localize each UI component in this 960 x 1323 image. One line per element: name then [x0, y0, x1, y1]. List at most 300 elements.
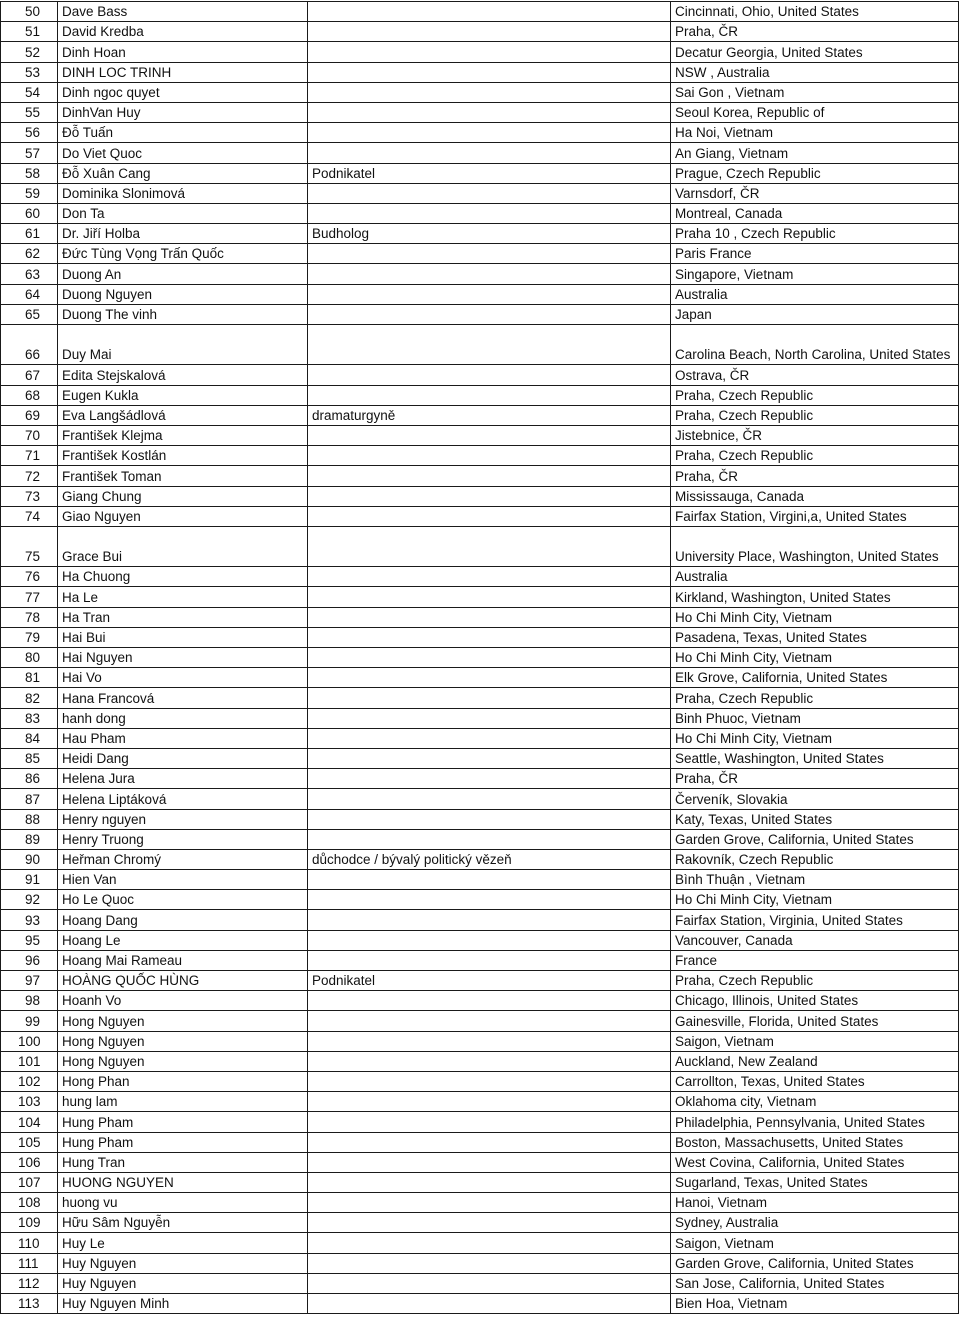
- table-row: [1, 143, 959, 163]
- table-row: [1, 304, 959, 324]
- row-number-cell: 60: [1, 203, 58, 223]
- name-cell: David Kredba: [58, 22, 308, 42]
- occupation-cell: [308, 910, 671, 930]
- row-number-cell: 58: [1, 163, 58, 183]
- row-number-cell: 106: [1, 1152, 58, 1172]
- name-cell: Dinh ngoc quyet: [58, 82, 308, 102]
- table-row: [1, 991, 959, 1011]
- occupation-cell: [308, 284, 671, 304]
- name-cell: HOÀNG QUỐC HÙNG: [58, 971, 308, 991]
- table-row: [1, 627, 959, 647]
- table-row: [1, 849, 959, 869]
- row-number-cell: 87: [1, 789, 58, 809]
- occupation-cell: [308, 143, 671, 163]
- table-row: [1, 607, 959, 627]
- location-cell: Mississauga, Canada: [671, 486, 959, 506]
- table-row: [1, 224, 959, 244]
- name-cell: František Kostlán: [58, 446, 308, 466]
- location-cell: Decatur Georgia, United States: [671, 42, 959, 62]
- name-cell: Helena Jura: [58, 769, 308, 789]
- name-cell: Hung Pham: [58, 1132, 308, 1152]
- name-cell: hanh dong: [58, 708, 308, 728]
- row-number-cell: 101: [1, 1051, 58, 1071]
- row-number-cell: 79: [1, 627, 58, 647]
- occupation-cell: Podnikatel: [308, 971, 671, 991]
- occupation-cell: [308, 930, 671, 950]
- row-number-cell: 100: [1, 1031, 58, 1051]
- name-cell: Eugen Kukla: [58, 385, 308, 405]
- location-cell: Rakovník, Czech Republic: [671, 849, 959, 869]
- table-row: [1, 183, 959, 203]
- row-number-cell: 69: [1, 405, 58, 425]
- occupation-cell: [308, 708, 671, 728]
- name-cell: Ha Le: [58, 587, 308, 607]
- name-cell: Duong Nguyen: [58, 284, 308, 304]
- name-cell: Helena Liptáková: [58, 789, 308, 809]
- table-row: [1, 1031, 959, 1051]
- location-cell: Praha, Czech Republic: [671, 446, 959, 466]
- table-row: [1, 1071, 959, 1091]
- name-cell: HUONG NGUYEN: [58, 1172, 308, 1192]
- row-number-cell: 109: [1, 1213, 58, 1233]
- location-cell: West Covina, California, United States: [671, 1152, 959, 1172]
- occupation-cell: [308, 203, 671, 223]
- table-row: [1, 567, 959, 587]
- name-cell: František Klejma: [58, 425, 308, 445]
- location-cell: Saigon, Vietnam: [671, 1233, 959, 1253]
- location-cell: Saigon, Vietnam: [671, 1031, 959, 1051]
- occupation-cell: [308, 365, 671, 385]
- location-cell: Japan: [671, 304, 959, 324]
- row-number-cell: 55: [1, 102, 58, 122]
- location-cell: Elk Grove, California, United States: [671, 668, 959, 688]
- table-row: [1, 2, 959, 22]
- name-cell: Ho Le Quoc: [58, 890, 308, 910]
- occupation-cell: [308, 1152, 671, 1172]
- location-cell: Kirkland, Washington, United States: [671, 587, 959, 607]
- occupation-cell: [308, 304, 671, 324]
- table-row: [1, 870, 959, 890]
- table-row: [1, 385, 959, 405]
- row-number-cell: 93: [1, 910, 58, 930]
- row-number-cell: 105: [1, 1132, 58, 1152]
- row-number-cell: 59: [1, 183, 58, 203]
- occupation-cell: [308, 123, 671, 143]
- location-cell: Sydney, Australia: [671, 1213, 959, 1233]
- location-cell: Carrollton, Texas, United States: [671, 1071, 959, 1091]
- occupation-cell: [308, 829, 671, 849]
- row-number-cell: 110: [1, 1233, 58, 1253]
- row-number-cell: 111: [1, 1253, 58, 1273]
- row-number-cell: 99: [1, 1011, 58, 1031]
- table-row: [1, 466, 959, 486]
- location-cell: Sugarland, Texas, United States: [671, 1172, 959, 1192]
- occupation-cell: [308, 486, 671, 506]
- name-cell: Hong Nguyen: [58, 1011, 308, 1031]
- location-cell: Montreal, Canada: [671, 203, 959, 223]
- occupation-cell: [308, 102, 671, 122]
- row-number-cell: 73: [1, 486, 58, 506]
- location-cell: Katy, Texas, United States: [671, 809, 959, 829]
- table-row: [1, 1273, 959, 1293]
- location-cell: Carolina Beach, North Carolina, United States: [671, 325, 959, 365]
- table-row: [1, 1152, 959, 1172]
- name-cell: Grace Bui: [58, 526, 308, 566]
- location-cell: Bien Hoa, Vietnam: [671, 1294, 959, 1314]
- name-cell: Ha Tran: [58, 607, 308, 627]
- location-cell: Praha, Czech Republic: [671, 405, 959, 425]
- name-cell: Huy Nguyen Minh: [58, 1294, 308, 1314]
- occupation-cell: [308, 82, 671, 102]
- occupation-cell: [308, 62, 671, 82]
- location-cell: Chicago, Illinois, United States: [671, 991, 959, 1011]
- table-row: [1, 728, 959, 748]
- table-row: [1, 1011, 959, 1031]
- row-number-cell: 50: [1, 2, 58, 22]
- row-number-cell: 53: [1, 62, 58, 82]
- name-cell: Huy Nguyen: [58, 1253, 308, 1273]
- occupation-cell: [308, 1213, 671, 1233]
- location-cell: NSW , Australia: [671, 62, 959, 82]
- location-cell: Praha, Czech Republic: [671, 688, 959, 708]
- occupation-cell: [308, 728, 671, 748]
- table-row: [1, 22, 959, 42]
- occupation-cell: [308, 890, 671, 910]
- table-row: [1, 950, 959, 970]
- occupation-cell: [308, 425, 671, 445]
- occupation-cell: [308, 506, 671, 526]
- location-cell: Gainesville, Florida, United States: [671, 1011, 959, 1031]
- row-number-cell: 113: [1, 1294, 58, 1314]
- table-row: [1, 102, 959, 122]
- table-row: [1, 1294, 959, 1314]
- row-number-cell: 89: [1, 829, 58, 849]
- occupation-cell: [308, 1294, 671, 1314]
- table-row: [1, 405, 959, 425]
- row-number-cell: 108: [1, 1193, 58, 1213]
- name-cell: Giao Nguyen: [58, 506, 308, 526]
- name-cell: Eva Langšádlová: [58, 405, 308, 425]
- name-cell: Hữu Sâm Nguyễn: [58, 1213, 308, 1233]
- location-cell: Australia: [671, 284, 959, 304]
- occupation-cell: [308, 688, 671, 708]
- row-number-cell: 86: [1, 769, 58, 789]
- occupation-cell: Podnikatel: [308, 163, 671, 183]
- table-row: [1, 163, 959, 183]
- location-cell: Praha, Czech Republic: [671, 385, 959, 405]
- occupation-cell: [308, 42, 671, 62]
- occupation-cell: [308, 1092, 671, 1112]
- occupation-cell: [308, 1132, 671, 1152]
- name-cell: Huy Nguyen: [58, 1273, 308, 1293]
- table-row: [1, 203, 959, 223]
- location-cell: Ho Chi Minh City, Vietnam: [671, 890, 959, 910]
- occupation-cell: [308, 1253, 671, 1273]
- occupation-cell: [308, 22, 671, 42]
- occupation-cell: [308, 991, 671, 1011]
- table-row: [1, 446, 959, 466]
- table-row: [1, 526, 959, 566]
- name-cell: Dave Bass: [58, 2, 308, 22]
- table-row: [1, 971, 959, 991]
- name-cell: Hong Nguyen: [58, 1031, 308, 1051]
- table-row: [1, 244, 959, 264]
- occupation-cell: [308, 1051, 671, 1071]
- occupation-cell: [308, 1193, 671, 1213]
- table-row: [1, 910, 959, 930]
- table-row: [1, 82, 959, 102]
- occupation-cell: [308, 668, 671, 688]
- occupation-cell: dramaturgyně: [308, 405, 671, 425]
- location-cell: Australia: [671, 567, 959, 587]
- row-number-cell: 84: [1, 728, 58, 748]
- location-cell: Singapore, Vietnam: [671, 264, 959, 284]
- location-cell: Ostrava, ČR: [671, 365, 959, 385]
- location-cell: Bình Thuận , Vietnam: [671, 870, 959, 890]
- name-cell: Heřman Chromý: [58, 849, 308, 869]
- signatory-table: [0, 1, 959, 1314]
- location-cell: Seattle, Washington, United States: [671, 748, 959, 768]
- table-row: [1, 1193, 959, 1213]
- name-cell: huong vu: [58, 1193, 308, 1213]
- name-cell: Don Ta: [58, 203, 308, 223]
- location-cell: Boston, Massachusetts, United States: [671, 1132, 959, 1152]
- location-cell: Cincinnati, Ohio, United States: [671, 2, 959, 22]
- row-number-cell: 80: [1, 648, 58, 668]
- name-cell: DINH LOC TRINH: [58, 62, 308, 82]
- table-row: [1, 62, 959, 82]
- name-cell: Hoanh Vo: [58, 991, 308, 1011]
- table-row: [1, 587, 959, 607]
- table-row: [1, 708, 959, 728]
- row-number-cell: 96: [1, 950, 58, 970]
- row-number-cell: 70: [1, 425, 58, 445]
- location-cell: Pasadena, Texas, United States: [671, 627, 959, 647]
- location-cell: Praha, Czech Republic: [671, 971, 959, 991]
- location-cell: Hanoi, Vietnam: [671, 1193, 959, 1213]
- location-cell: Fairfax Station, Virgini,a, United States: [671, 506, 959, 526]
- occupation-cell: [308, 1071, 671, 1091]
- occupation-cell: [308, 1233, 671, 1253]
- table-row: [1, 1092, 959, 1112]
- row-number-cell: 51: [1, 22, 58, 42]
- occupation-cell: [308, 1031, 671, 1051]
- row-number-cell: 76: [1, 567, 58, 587]
- location-cell: Praha, ČR: [671, 466, 959, 486]
- occupation-cell: [308, 385, 671, 405]
- row-number-cell: 71: [1, 446, 58, 466]
- occupation-cell: [308, 607, 671, 627]
- name-cell: Heidi Dang: [58, 748, 308, 768]
- row-number-cell: 72: [1, 466, 58, 486]
- location-cell: Ho Chi Minh City, Vietnam: [671, 648, 959, 668]
- occupation-cell: důchodce / bývalý politický vězeň: [308, 849, 671, 869]
- table-row: [1, 1213, 959, 1233]
- name-cell: Ha Chuong: [58, 567, 308, 587]
- row-number-cell: 66: [1, 325, 58, 365]
- name-cell: Đỗ Xuân Cang: [58, 163, 308, 183]
- table-row: [1, 930, 959, 950]
- name-cell: Hau Pham: [58, 728, 308, 748]
- name-cell: František Toman: [58, 466, 308, 486]
- name-cell: Huy Le: [58, 1233, 308, 1253]
- occupation-cell: [308, 1112, 671, 1132]
- occupation-cell: [308, 748, 671, 768]
- table-row: [1, 1233, 959, 1253]
- location-cell: Garden Grove, California, United States: [671, 1253, 959, 1273]
- name-cell: Giang Chung: [58, 486, 308, 506]
- table-row: [1, 1253, 959, 1273]
- location-cell: Praha, ČR: [671, 22, 959, 42]
- occupation-cell: [308, 466, 671, 486]
- occupation-cell: [308, 567, 671, 587]
- row-number-cell: 83: [1, 708, 58, 728]
- name-cell: Đức Tùng Vọng Trấn Quốc: [58, 244, 308, 264]
- row-number-cell: 88: [1, 809, 58, 829]
- row-number-cell: 77: [1, 587, 58, 607]
- name-cell: Dominika Slonimová: [58, 183, 308, 203]
- table-row: [1, 486, 959, 506]
- occupation-cell: [308, 526, 671, 566]
- location-cell: Varnsdorf, ČR: [671, 183, 959, 203]
- table-row: [1, 748, 959, 768]
- name-cell: Hai Nguyen: [58, 648, 308, 668]
- name-cell: Dinh Hoan: [58, 42, 308, 62]
- table-row: [1, 1051, 959, 1071]
- location-cell: Ho Chi Minh City, Vietnam: [671, 728, 959, 748]
- table-row: [1, 668, 959, 688]
- name-cell: Edita Stejskalová: [58, 365, 308, 385]
- row-number-cell: 82: [1, 688, 58, 708]
- location-cell: Philadelphia, Pennsylvania, United States: [671, 1112, 959, 1132]
- name-cell: Hana Francová: [58, 688, 308, 708]
- location-cell: Vancouver, Canada: [671, 930, 959, 950]
- name-cell: Duong The vinh: [58, 304, 308, 324]
- name-cell: Hoang Le: [58, 930, 308, 950]
- table-row: [1, 123, 959, 143]
- row-number-cell: 85: [1, 748, 58, 768]
- row-number-cell: 95: [1, 930, 58, 950]
- table-row: [1, 365, 959, 385]
- location-cell: Praha 10 , Czech Republic: [671, 224, 959, 244]
- row-number-cell: 64: [1, 284, 58, 304]
- occupation-cell: [308, 870, 671, 890]
- occupation-cell: [308, 1273, 671, 1293]
- location-cell: Červeník, Slovakia: [671, 789, 959, 809]
- table-row: [1, 1112, 959, 1132]
- table-body: [1, 2, 959, 1314]
- table-row: [1, 809, 959, 829]
- table-row: [1, 1172, 959, 1192]
- name-cell: Hoang Dang: [58, 910, 308, 930]
- row-number-cell: 63: [1, 264, 58, 284]
- row-number-cell: 65: [1, 304, 58, 324]
- location-cell: An Giang, Vietnam: [671, 143, 959, 163]
- row-number-cell: 75: [1, 526, 58, 566]
- name-cell: Hong Nguyen: [58, 1051, 308, 1071]
- row-number-cell: 52: [1, 42, 58, 62]
- table-row: [1, 425, 959, 445]
- occupation-cell: [308, 1011, 671, 1031]
- occupation-cell: Budholog: [308, 224, 671, 244]
- table-row: [1, 769, 959, 789]
- location-cell: Jistebnice, ČR: [671, 425, 959, 445]
- row-number-cell: 97: [1, 971, 58, 991]
- row-number-cell: 98: [1, 991, 58, 1011]
- occupation-cell: [308, 648, 671, 668]
- name-cell: hung lam: [58, 1092, 308, 1112]
- row-number-cell: 90: [1, 849, 58, 869]
- table-row: [1, 506, 959, 526]
- name-cell: Hien Van: [58, 870, 308, 890]
- table-row: [1, 325, 959, 365]
- name-cell: Hong Phan: [58, 1071, 308, 1091]
- row-number-cell: 67: [1, 365, 58, 385]
- occupation-cell: [308, 264, 671, 284]
- occupation-cell: [308, 1172, 671, 1192]
- row-number-cell: 54: [1, 82, 58, 102]
- row-number-cell: 104: [1, 1112, 58, 1132]
- location-cell: Sai Gon , Vietnam: [671, 82, 959, 102]
- table-row: [1, 284, 959, 304]
- location-cell: Prague, Czech Republic: [671, 163, 959, 183]
- row-number-cell: 68: [1, 385, 58, 405]
- row-number-cell: 61: [1, 224, 58, 244]
- name-cell: Hai Bui: [58, 627, 308, 647]
- location-cell: Ho Chi Minh City, Vietnam: [671, 607, 959, 627]
- row-number-cell: 91: [1, 870, 58, 890]
- occupation-cell: [308, 2, 671, 22]
- row-number-cell: 102: [1, 1071, 58, 1091]
- name-cell: Đỗ Tuấn: [58, 123, 308, 143]
- occupation-cell: [308, 950, 671, 970]
- row-number-cell: 81: [1, 668, 58, 688]
- row-number-cell: 107: [1, 1172, 58, 1192]
- table-row: [1, 264, 959, 284]
- table-row: [1, 829, 959, 849]
- location-cell: Seoul Korea, Republic of: [671, 102, 959, 122]
- name-cell: Hung Pham: [58, 1112, 308, 1132]
- row-number-cell: 62: [1, 244, 58, 264]
- occupation-cell: [308, 325, 671, 365]
- row-number-cell: 112: [1, 1273, 58, 1293]
- row-number-cell: 57: [1, 143, 58, 163]
- table-row: [1, 890, 959, 910]
- table-row: [1, 42, 959, 62]
- location-cell: Oklahoma city, Vietnam: [671, 1092, 959, 1112]
- name-cell: Do Viet Quoc: [58, 143, 308, 163]
- name-cell: Hai Vo: [58, 668, 308, 688]
- occupation-cell: [308, 244, 671, 264]
- location-cell: Auckland, New Zealand: [671, 1051, 959, 1071]
- row-number-cell: 78: [1, 607, 58, 627]
- table-row: [1, 648, 959, 668]
- location-cell: France: [671, 950, 959, 970]
- table-row: [1, 1132, 959, 1152]
- occupation-cell: [308, 627, 671, 647]
- name-cell: Hung Tran: [58, 1152, 308, 1172]
- occupation-cell: [308, 769, 671, 789]
- location-cell: Garden Grove, California, United States: [671, 829, 959, 849]
- name-cell: Duong An: [58, 264, 308, 284]
- location-cell: San Jose, California, United States: [671, 1273, 959, 1293]
- occupation-cell: [308, 183, 671, 203]
- location-cell: Praha, ČR: [671, 769, 959, 789]
- occupation-cell: [308, 587, 671, 607]
- location-cell: Ha Noi, Vietnam: [671, 123, 959, 143]
- name-cell: Henry Truong: [58, 829, 308, 849]
- row-number-cell: 74: [1, 506, 58, 526]
